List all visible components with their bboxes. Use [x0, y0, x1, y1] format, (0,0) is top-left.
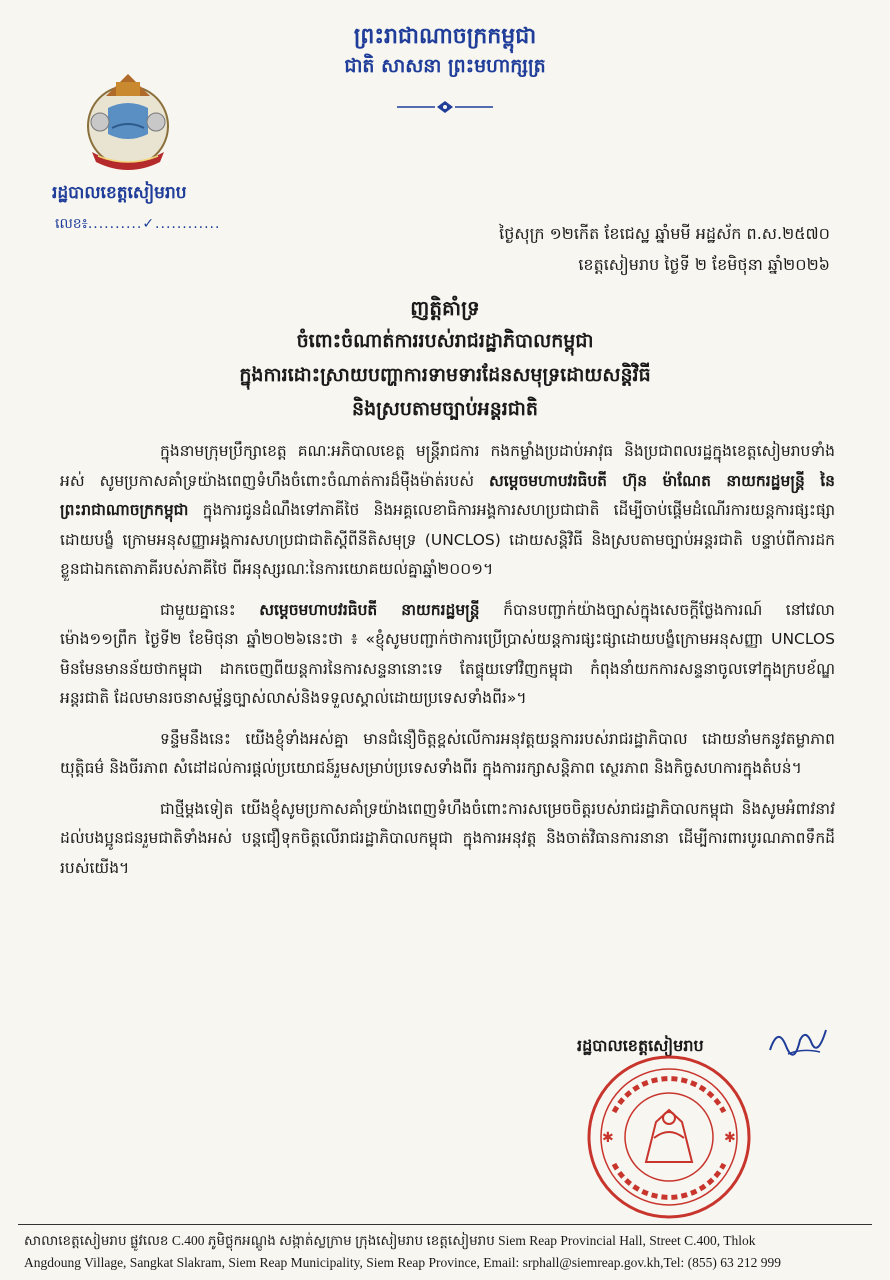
- paragraph-1-text-a: ក្នុងនាមក្រុមប្រឹក្សាខេត្ត គណៈអភិបាលខេត្ត មន្ត្រីរាជការ កងកម្លាំងប្រដាប់អាវុធ និងប្រជាពលរដ្ឋក្នុងខេត្តសៀមរាបទាំងអស់ សូមប្រកាសគាំទ្រយ៉ាងពេញទំហឹងចំពោះចំណាត់ការដ៏មុឺងម៉ាត់របស់: [60, 442, 835, 490]
- footer-address-line-1: សាលាខេត្តសៀមរាប ផ្លូវលេខ C.400 ភូមិថ្លុកអណ្តូង សង្កាត់ស្លក្រាម ក្រុងសៀមរាប ខេត្តសៀមរាប Siem Reap Provincial Hall, Street C.400, Thlok: [24, 1233, 756, 1248]
- paragraph-4: ជាថ្មីម្តងទៀត យើងខ្ញុំសូមប្រកាសគាំទ្រយ៉ាងពេញទំហឹងចំពោះការសម្រេចចិត្តរបស់រាជរដ្ឋាភិបាលកម្ពុជា និងសូមអំពាវនាវដល់បងប្អូនជនរួមជាតិទាំងអស់ បន្តជឿទុកចិត្តលើរាជរដ្ឋាភិបាលកម្ពុជា ក្នុងការអនុវត្ត និងចាត់វិធានការនានា ដើម្បីការពារបូរណភាពទឹកដីរបស់យើង។: [60, 799, 835, 877]
- kingdom-name: ព្រះរាជាណាចក្រកម្ពុជា: [353, 24, 537, 49]
- provincial-emblem-icon: [78, 68, 178, 176]
- lunar-date: ថ្ងៃសុក្រ ១២កើត ខែជេស្ឋ ឆ្នាំមមី អដ្ឋស័ក ព.ស.២៥៧០: [499, 224, 830, 243]
- official-seal-icon: [584, 1052, 754, 1222]
- reference-label: លេខ៖: [55, 216, 88, 232]
- solar-date: ខេត្តសៀមរាប ថ្ងៃទី ២ ខែមិថុនា ឆ្នាំ២០២៦: [578, 255, 830, 274]
- paragraph-1: [60, 437, 835, 585]
- footer-divider: [18, 1224, 872, 1225]
- title-heading: ញត្តិគាំទ្រ: [410, 296, 480, 320]
- handwritten-signature-icon: [766, 1020, 832, 1064]
- admin-name: រដ្ឋបាលខេត្តសៀមរាប: [52, 183, 187, 203]
- letter-body: [60, 437, 835, 894]
- reference-number: [55, 214, 220, 235]
- svg-text:✱: ✱: [724, 1130, 736, 1146]
- footer-address-line-2: Angdoung Village, Sangkat Slakram, Siem Reap Municipality, Siem Reap Province, Email: srphall@siemreap.gov.kh,Tel: (855) 63 212 999: [24, 1255, 782, 1270]
- paragraph-2: [60, 596, 835, 714]
- ornament-divider: [395, 100, 495, 114]
- paragraph-1-text-b: ក្នុងការជូនដំណឹងទៅភាគីថៃ និងអគ្គលេខាធិការអង្គការសហប្រជាជាតិ ដើម្បីចាប់ផ្តើមដំណើរការយន្តការផ្សះផ្សាដោយបង្ខំ ក្រោមអនុសញ្ញាអង្គការសហប្រជាជាតិស្តីពីនីតិសមុទ្រ (UNCLOS) ដោយសន្តិវិធី និងស្របតាមច្បាប់អន្តរជាតិ បន្ទាប់ពីការដកខ្លួនជាឯកតោភាគីរបស់ភាគីថៃ ពីអនុស្សរណៈនៃការយោគយល់គ្នាឆ្នាំ២០០១។: [60, 501, 835, 578]
- title-line-3: និងស្របតាមច្បាប់អន្តរជាតិ: [352, 398, 538, 420]
- reference-value: ..........✓............: [87, 216, 221, 232]
- paragraph-2-text-b: ក៏បានបញ្ជាក់យ៉ាងច្បាស់ក្នុងសេចក្តីថ្លែងការណ៍ នៅវេលាម៉ោង១១ព្រឹក ថ្ងៃទី២ ខែមិថុនា ឆ្នាំ២០២៦នេះថា ៖ «ខ្ញុំសូមបញ្ជាក់ថាការប្រើប្រាស់យន្តការផ្សះផ្សាដោយបង្ខំក្រោមអនុសញ្ញា UNCLOS មិនមែនមានន័យថាកម្ពុជា ដាកចេញពីយន្តការនៃការសន្ទនានោះទេ តែផ្ទុយទៅវិញកម្ពុជា កំពុងនាំយកការសន្ទនាចូលទៅក្នុងក្របខ័ណ្ឌអន្តរជាតិ ដែលមានរចនាសម្ព័ន្ធច្បាស់លាស់និងទទួលស្គាល់ដោយប្រទេសទាំងពីរ»។: [60, 600, 835, 707]
- title-line-1: ចំពោះចំណាត់ការរបស់រាជរដ្ឋាភិបាលកម្ពុជា: [296, 330, 594, 352]
- document-title: [0, 292, 890, 426]
- title-line-2: ក្នុងការដោះស្រាយបញ្ហាការទាមទារដែនសមុទ្រដោយសន្តិវិធី: [239, 364, 651, 386]
- national-motto: ជាតិ សាសនា ព្រះមហាក្សត្រ: [344, 55, 546, 77]
- paragraph-3: ទន្ទឹមនឹងនេះ យើងខ្ញុំទាំងអស់គ្នា មានជំនឿចិត្តខ្ពស់លើការអនុវត្តយន្តការរបស់រាជរដ្ឋាភិបាល ដោយនាំមកនូវតម្លាភាព យុត្តិធម៌ និងចីរភាព សំដៅដល់ការផ្តល់ប្រយោជន៍រួមសម្រាប់ប្រទេសទាំងពីរ ក្នុងការរក្សាសន្តិភាព ស្ថេរភាព និងកិច្ចសហការក្នុងតំបន់។: [60, 729, 835, 777]
- svg-text:✱: ✱: [602, 1130, 614, 1146]
- signatory-title: រដ្ឋបាលខេត្តសៀមរាប: [577, 1036, 704, 1055]
- paragraph-2-bold: សម្តេចមហាបវរធិបតី នាយករដ្ឋមន្ត្រី: [259, 600, 480, 619]
- paragraph-2-text-a: ជាមួយគ្នានេះ: [160, 600, 260, 619]
- paragraph-1-bold: សម្តេចមហាបវរធិបតី ហ៊ុន ម៉ាណែត នាយករដ្ឋមន្ត្រី នៃព្រះរាជាណាចក្រកម្ពុជា: [60, 471, 835, 519]
- letter-footer: [24, 1230, 874, 1274]
